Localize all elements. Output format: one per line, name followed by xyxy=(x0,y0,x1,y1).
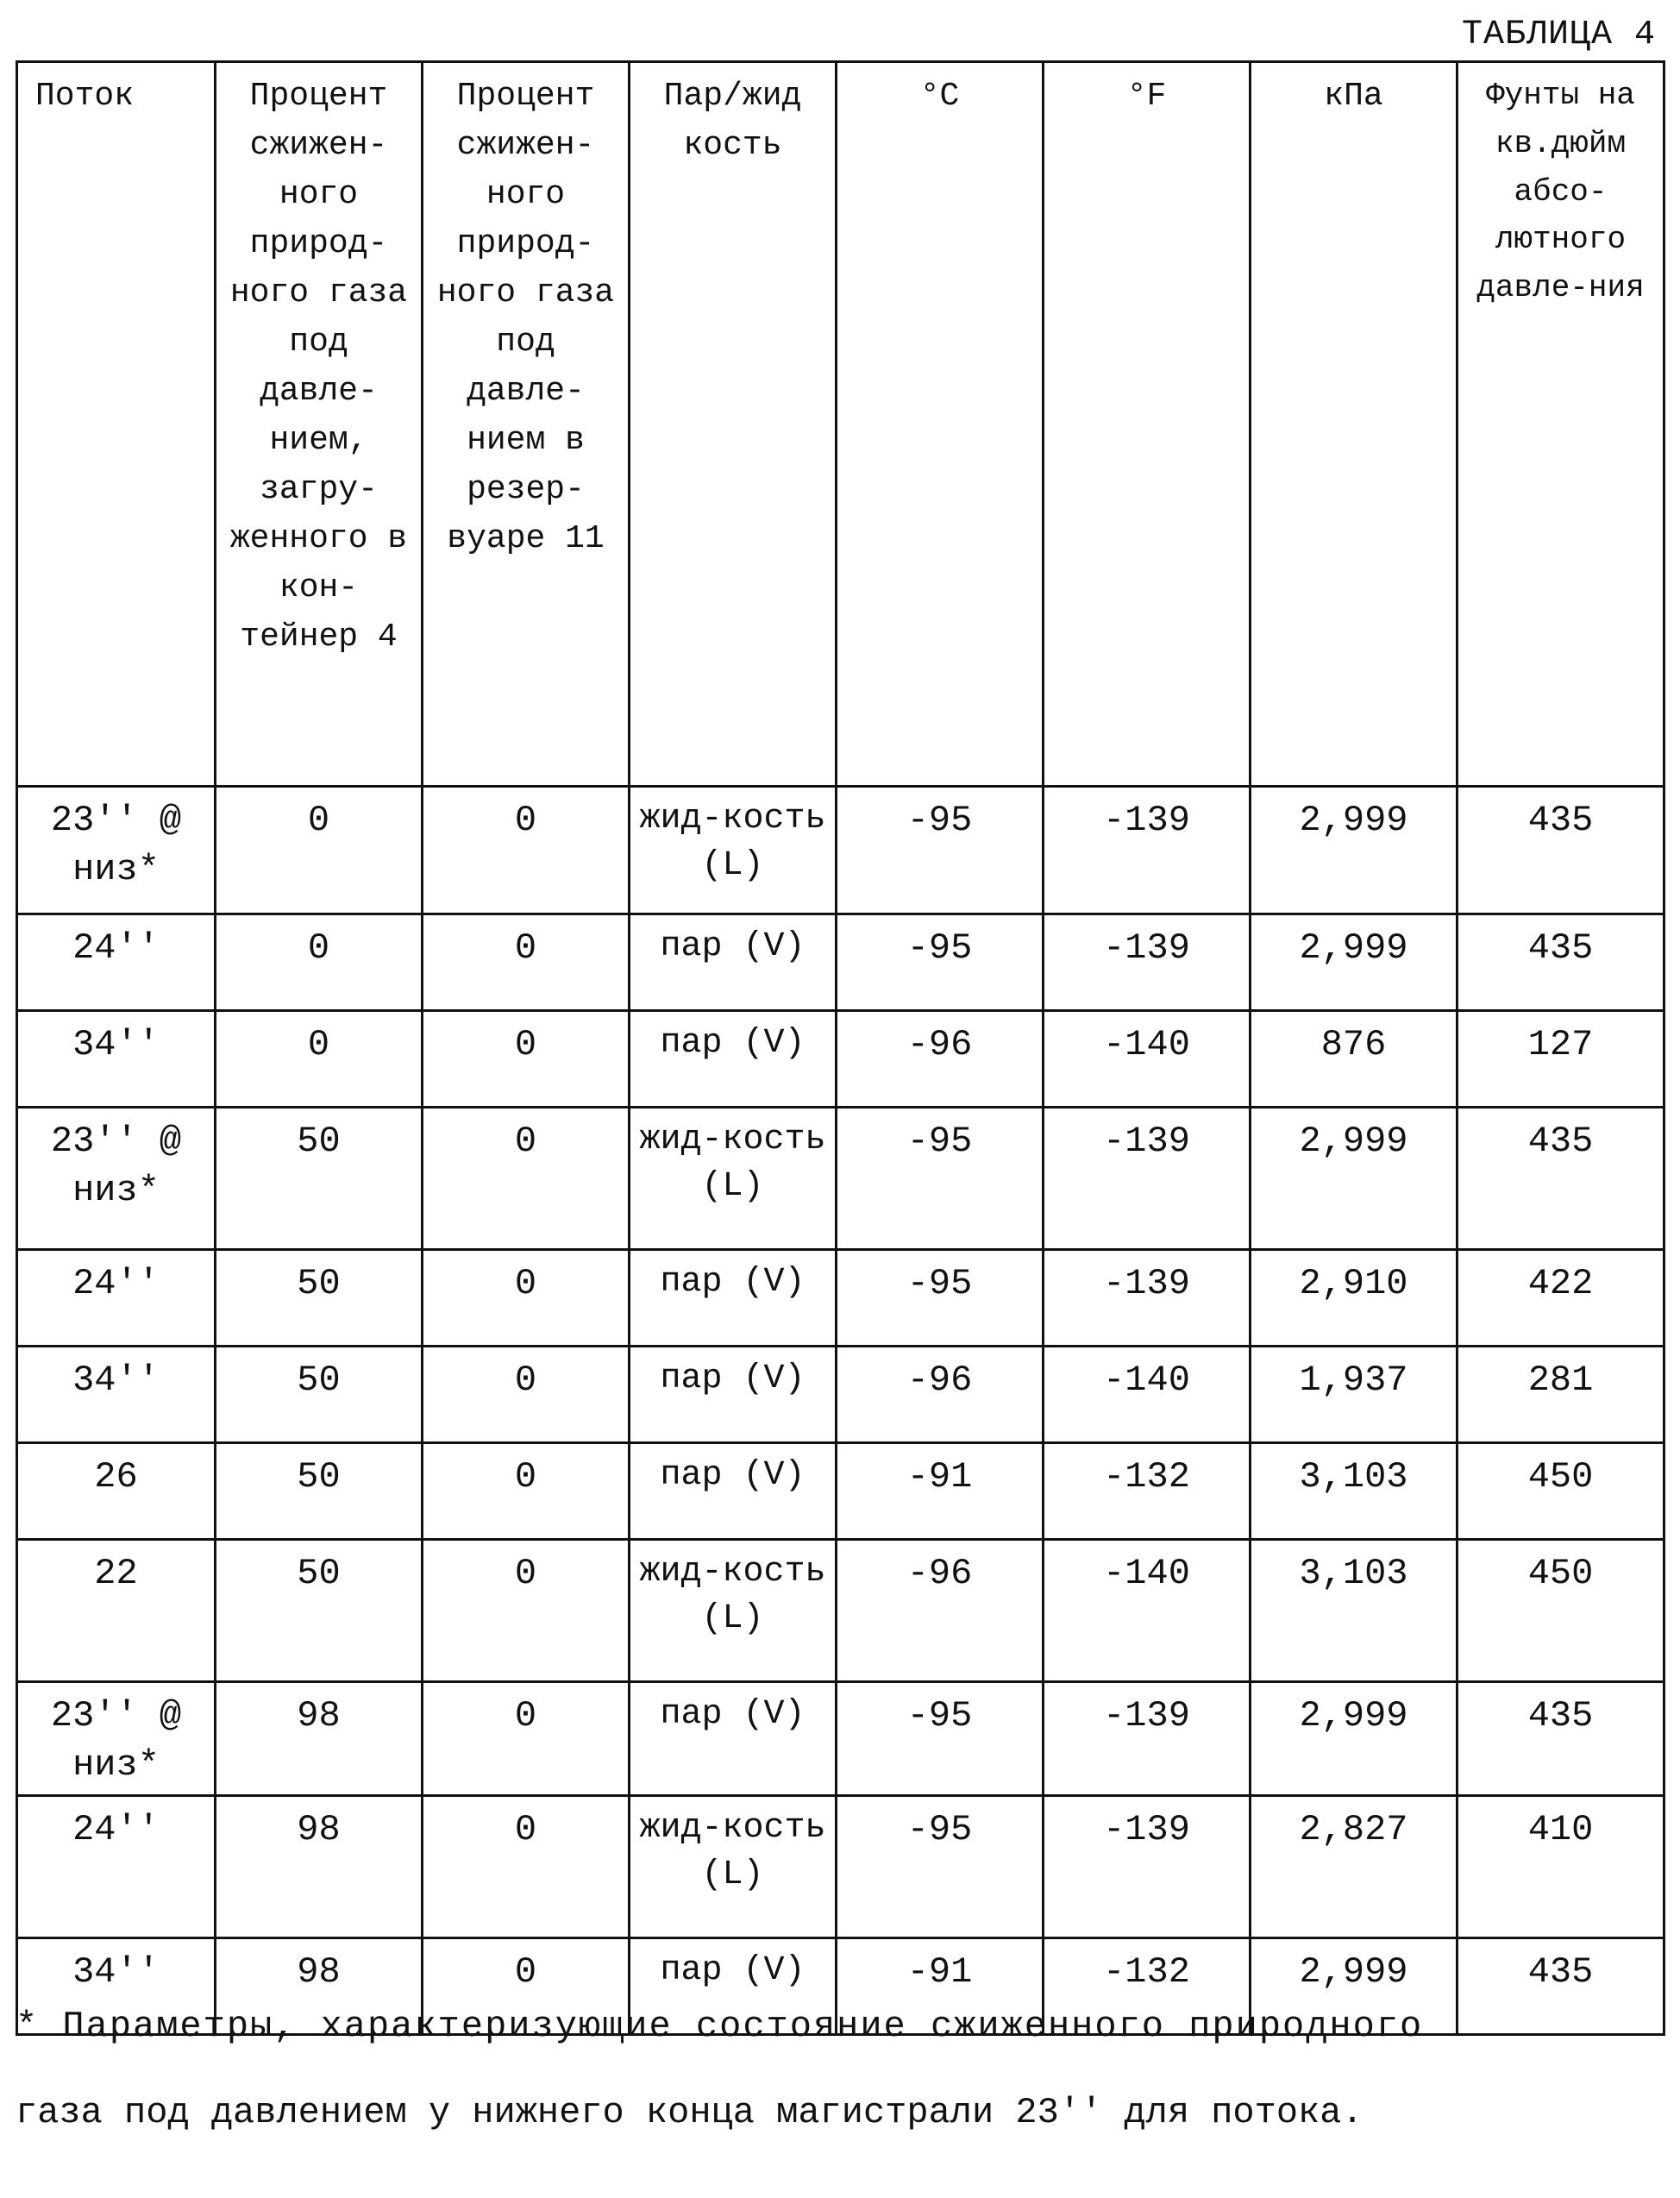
header-state: Пар/жид кость xyxy=(630,62,837,787)
header-pct-container: Процент сжижен-ного природ-ного газа под давле-нием, загру-женного в кон-тейнер 4 xyxy=(216,62,423,787)
cell-kpa: 2,999 xyxy=(1251,1938,1457,2035)
cell-pct-tank: 0 xyxy=(423,787,630,914)
cell-state: пар (V) xyxy=(630,1011,837,1108)
cell-pct-container: 0 xyxy=(216,914,423,1011)
cell-temp-c: -95 xyxy=(837,1796,1044,1938)
header-row xyxy=(17,62,1664,787)
cell-psia: 410 xyxy=(1457,1796,1664,1938)
cell-stream: 34'' xyxy=(17,1938,216,2035)
cell-temp-c: -91 xyxy=(837,1938,1044,2035)
table-row xyxy=(17,1443,1664,1540)
footnote-line-1: * Параметры, характеризующие состояние сжиженного природного xyxy=(16,2008,1663,2094)
header-kpa: кПа xyxy=(1251,62,1457,787)
cell-state: пар (V) xyxy=(630,1682,837,1796)
cell-pct-container: 0 xyxy=(216,1011,423,1108)
cell-temp-f: -132 xyxy=(1044,1443,1251,1540)
data-table xyxy=(16,60,1665,2036)
cell-temp-c: -96 xyxy=(837,1011,1044,1108)
cell-stream: 23'' @ низ* xyxy=(17,787,216,914)
cell-pct-container: 50 xyxy=(216,1540,423,1682)
cell-temp-c: -95 xyxy=(837,1250,1044,1347)
cell-pct-tank: 0 xyxy=(423,1938,630,2035)
cell-temp-c: -96 xyxy=(837,1540,1044,1682)
cell-pct-container: 50 xyxy=(216,1108,423,1250)
cell-psia: 422 xyxy=(1457,1250,1664,1347)
cell-temp-f: -139 xyxy=(1044,1682,1251,1796)
cell-stream: 24'' xyxy=(17,1796,216,1938)
cell-pct-container: 0 xyxy=(216,787,423,914)
cell-stream: 34'' xyxy=(17,1347,216,1443)
cell-kpa: 1,937 xyxy=(1251,1347,1457,1443)
cell-temp-f: -139 xyxy=(1044,787,1251,914)
cell-stream: 34'' xyxy=(17,1011,216,1108)
header-psia: Фунты на кв.дюйм абсо-лютного давле-ния xyxy=(1457,62,1664,787)
cell-pct-tank: 0 xyxy=(423,914,630,1011)
cell-temp-c: -91 xyxy=(837,1443,1044,1540)
table-row xyxy=(17,1796,1664,1938)
cell-pct-container: 98 xyxy=(216,1938,423,2035)
cell-psia: 435 xyxy=(1457,787,1664,914)
table-row xyxy=(17,914,1664,1011)
cell-temp-f: -132 xyxy=(1044,1938,1251,2035)
cell-temp-c: -95 xyxy=(837,1108,1044,1250)
cell-state: пар (V) xyxy=(630,914,837,1011)
table-row xyxy=(17,787,1664,914)
cell-temp-f: -139 xyxy=(1044,1796,1251,1938)
cell-state: пар (V) xyxy=(630,1250,837,1347)
cell-kpa: 2,999 xyxy=(1251,914,1457,1011)
cell-psia: 450 xyxy=(1457,1540,1664,1682)
table-body xyxy=(17,787,1664,2035)
cell-stream: 23'' @ низ* xyxy=(17,1108,216,1250)
cell-pct-tank: 0 xyxy=(423,1347,630,1443)
cell-state: жид-кость (L) xyxy=(630,1540,837,1682)
cell-temp-f: -139 xyxy=(1044,1108,1251,1250)
cell-state: жид-кость (L) xyxy=(630,1108,837,1250)
cell-pct-container: 50 xyxy=(216,1250,423,1347)
cell-kpa: 3,103 xyxy=(1251,1540,1457,1682)
table-row xyxy=(17,1682,1664,1796)
table-row xyxy=(17,1250,1664,1347)
cell-pct-tank: 0 xyxy=(423,1250,630,1347)
cell-pct-tank: 0 xyxy=(423,1443,630,1540)
cell-temp-c: -96 xyxy=(837,1347,1044,1443)
cell-pct-container: 50 xyxy=(216,1347,423,1443)
table-title: ТАБЛИЦА 4 xyxy=(1462,16,1656,54)
cell-temp-c: -95 xyxy=(837,787,1044,914)
cell-kpa: 2,999 xyxy=(1251,787,1457,914)
cell-temp-f: -140 xyxy=(1044,1347,1251,1443)
cell-psia: 450 xyxy=(1457,1443,1664,1540)
cell-pct-tank: 0 xyxy=(423,1108,630,1250)
footnote xyxy=(16,2008,1663,2181)
cell-stream: 24'' xyxy=(17,914,216,1011)
cell-temp-f: -139 xyxy=(1044,914,1251,1011)
header-temp-c: °C xyxy=(837,62,1044,787)
table-row xyxy=(17,1347,1664,1443)
header-pct-tank: Процент сжижен-ного природ-ного газа под давле-нием в резер-вуаре 11 xyxy=(423,62,630,787)
cell-kpa: 2,999 xyxy=(1251,1108,1457,1250)
cell-psia: 435 xyxy=(1457,914,1664,1011)
header-temp-f: °F xyxy=(1044,62,1251,787)
cell-psia: 127 xyxy=(1457,1011,1664,1108)
cell-stream: 24'' xyxy=(17,1250,216,1347)
cell-stream: 23'' @ низ* xyxy=(17,1682,216,1796)
footnote-line-2: газа под давлением у нижнего конца магистрали 23'' для потока. xyxy=(16,2094,1663,2181)
cell-pct-tank: 0 xyxy=(423,1011,630,1108)
cell-state: жид-кость (L) xyxy=(630,1796,837,1938)
cell-kpa: 3,103 xyxy=(1251,1443,1457,1540)
cell-temp-c: -95 xyxy=(837,914,1044,1011)
cell-temp-f: -140 xyxy=(1044,1540,1251,1682)
cell-pct-container: 98 xyxy=(216,1796,423,1938)
cell-state: пар (V) xyxy=(630,1938,837,2035)
table-row xyxy=(17,1011,1664,1108)
cell-kpa: 876 xyxy=(1251,1011,1457,1108)
cell-psia: 435 xyxy=(1457,1682,1664,1796)
table-row xyxy=(17,1540,1664,1682)
cell-kpa: 2,910 xyxy=(1251,1250,1457,1347)
cell-state: пар (V) xyxy=(630,1347,837,1443)
cell-pct-tank: 0 xyxy=(423,1682,630,1796)
cell-state: пар (V) xyxy=(630,1443,837,1540)
cell-kpa: 2,827 xyxy=(1251,1796,1457,1938)
cell-pct-container: 98 xyxy=(216,1682,423,1796)
cell-psia: 435 xyxy=(1457,1108,1664,1250)
cell-kpa: 2,999 xyxy=(1251,1682,1457,1796)
cell-pct-container: 50 xyxy=(216,1443,423,1540)
cell-psia: 435 xyxy=(1457,1938,1664,2035)
cell-pct-tank: 0 xyxy=(423,1540,630,1682)
table-row xyxy=(17,1108,1664,1250)
cell-state: жид-кость (L) xyxy=(630,787,837,914)
cell-stream: 26 xyxy=(17,1443,216,1540)
cell-stream: 22 xyxy=(17,1540,216,1682)
cell-temp-f: -139 xyxy=(1044,1250,1251,1347)
cell-psia: 281 xyxy=(1457,1347,1664,1443)
cell-pct-tank: 0 xyxy=(423,1796,630,1938)
cell-temp-f: -140 xyxy=(1044,1011,1251,1108)
header-stream: Поток xyxy=(17,62,216,787)
cell-temp-c: -95 xyxy=(837,1682,1044,1796)
